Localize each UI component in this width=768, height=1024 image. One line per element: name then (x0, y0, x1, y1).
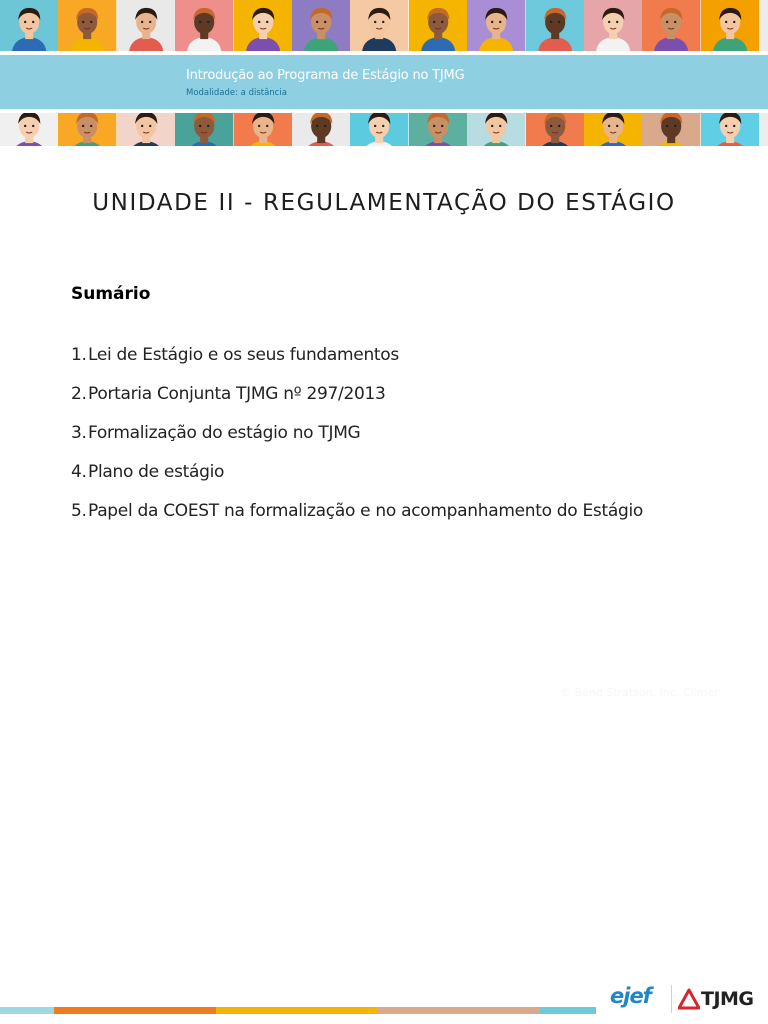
course-modality: Modalidade: a distância (186, 88, 287, 98)
avatar-illustration (175, 0, 233, 51)
avatar-illustration (350, 113, 408, 146)
tjmg-logo-text: TJMG (701, 988, 754, 1010)
summary-item (71, 499, 643, 538)
summary-item-number: 1. (71, 345, 87, 365)
summary-item (71, 460, 643, 499)
avatar-illustration (584, 0, 642, 51)
avatar-illustration (117, 0, 175, 51)
avatar-illustration (58, 113, 116, 146)
avatar-illustration (467, 0, 525, 51)
avatar-illustration (292, 0, 350, 51)
unit-title: UNIDADE II - REGULAMENTAÇÃO DO ESTÁGIO (92, 190, 676, 216)
image-watermark: © Bênd Stratson, Inc. Clímer (560, 686, 719, 699)
summary-item (71, 382, 643, 421)
avatar-illustration (701, 113, 759, 146)
summary-item-text: Portaria Conjunta TJMG nº 297/2013 (88, 384, 386, 404)
avatar-illustration (175, 113, 233, 146)
summary-item-text: Papel da COEST na formalização e no acompanhamento do Estágio (88, 501, 643, 521)
avatar-illustration (117, 113, 175, 146)
summary-item-number: 4. (71, 462, 87, 482)
avatar-illustration (409, 0, 467, 51)
avatar-illustration (292, 113, 350, 146)
avatar-strip-bottom (0, 113, 768, 146)
footer-color-bar (0, 1007, 596, 1014)
avatar-illustration (350, 0, 408, 51)
avatar-illustration (526, 113, 584, 146)
footer-bar-segment (216, 1007, 378, 1014)
ejef-logo-text: ejef (610, 984, 651, 1008)
summary-item-text: Formalização do estágio no TJMG (88, 423, 361, 443)
footer-bar-segment (0, 1007, 54, 1014)
avatar-illustration (0, 113, 58, 146)
avatar-illustration (526, 0, 584, 51)
course-title: Introdução ao Programa de Estágio no TJMG (186, 68, 465, 83)
summary-item-number: 5. (71, 501, 87, 521)
avatar-illustration (584, 113, 642, 146)
ejef-logo (610, 984, 666, 1014)
avatar-illustration (409, 113, 467, 146)
avatar-illustration (58, 0, 116, 51)
avatar-illustration (759, 113, 768, 146)
avatar-illustration (234, 113, 292, 146)
summary-list (71, 343, 643, 538)
footer-bar-segment (540, 1007, 596, 1014)
avatar-strip-top (0, 0, 768, 51)
summary-item-number: 3. (71, 423, 87, 443)
summary-item (71, 421, 643, 460)
avatar-illustration (642, 0, 700, 51)
tjmg-triangle-icon (678, 988, 700, 1010)
footer-bar-segment (378, 1007, 540, 1014)
logo-divider (671, 985, 672, 1013)
avatar-illustration (642, 113, 700, 146)
summary-item-text: Plano de estágio (88, 462, 225, 482)
course-banner (0, 55, 768, 109)
avatar-illustration (467, 113, 525, 146)
footer-bar-segment (54, 1007, 216, 1014)
avatar-illustration (234, 0, 292, 51)
avatar-illustration (759, 0, 768, 51)
summary-item (71, 343, 643, 382)
summary-heading: Sumário (71, 284, 151, 304)
avatar-illustration (0, 0, 58, 51)
summary-item-number: 2. (71, 384, 87, 404)
avatar-illustration (701, 0, 759, 51)
summary-item-text: Lei de Estágio e os seus fundamentos (88, 345, 399, 365)
